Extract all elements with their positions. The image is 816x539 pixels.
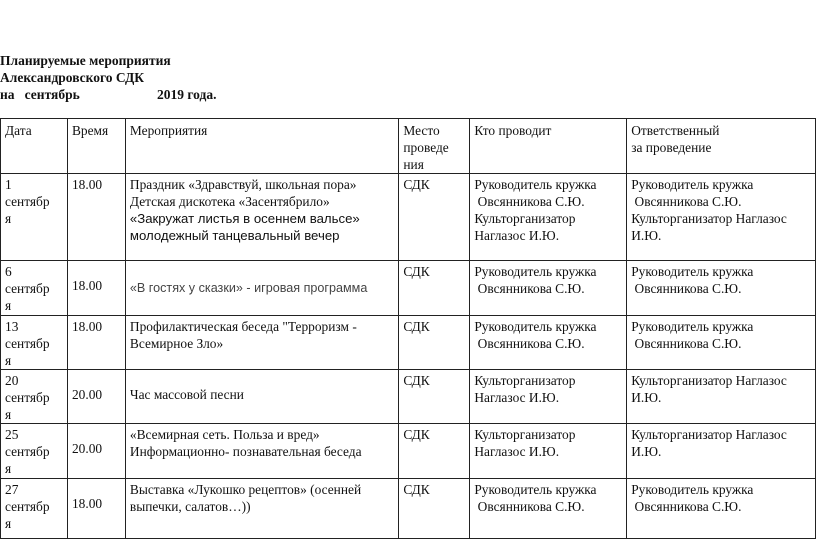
event-line: «Всемирная сеть. Польза и вред» xyxy=(129,427,320,442)
heading-month: на сентябрь xyxy=(0,87,80,102)
cell-date xyxy=(1,370,68,424)
responsible-line: Культорганизатор Наглазос xyxy=(631,373,787,388)
date-month: сентябр xyxy=(5,336,50,351)
responsible-line: И.Ю. xyxy=(631,390,662,405)
organizer-line: Овсянникова С.Ю. xyxy=(474,194,585,209)
table-header-row xyxy=(1,119,816,174)
event-line: Час массовой песни xyxy=(129,387,244,402)
organizer-line: Наглазос И.Ю. xyxy=(474,444,560,459)
event-line: Всемирное Зло» xyxy=(129,336,224,351)
date-day: 13 xyxy=(5,319,19,334)
organizer-line: Овсянникова С.Ю. xyxy=(474,336,585,351)
responsible-line: Овсянникова С.Ю. xyxy=(631,194,742,209)
header-place-line: ния xyxy=(403,157,424,172)
cell-place: СДК xyxy=(399,261,470,316)
table-row xyxy=(1,424,816,479)
organizer-line: Культорганизатор xyxy=(474,373,576,388)
cell-organizer xyxy=(470,261,627,316)
header-place-line: Место xyxy=(403,123,440,138)
cell-place: СДК xyxy=(399,424,470,479)
organizer-line: Культорганизатор xyxy=(474,211,576,226)
cell-date xyxy=(1,424,68,479)
cell-time: 20.00 xyxy=(67,424,125,479)
header-responsible-line: за проведение xyxy=(631,140,712,155)
date-month: сентябр xyxy=(5,390,50,405)
heading-line-1: Планируемые мероприятия xyxy=(0,53,171,68)
cell-date xyxy=(1,479,68,539)
cell-event xyxy=(125,316,398,370)
header-date: Дата xyxy=(1,119,68,174)
cell-responsible xyxy=(627,424,816,479)
cell-responsible xyxy=(627,370,816,424)
responsible-line: И.Ю. xyxy=(631,228,662,243)
table-row xyxy=(1,261,816,316)
organizer-line: Руководитель кружка xyxy=(474,482,597,497)
responsible-line: Овсянникова С.Ю. xyxy=(631,336,742,351)
heading-year: 2019 года. xyxy=(157,87,217,102)
event-line: Информационно- познавательная беседа xyxy=(129,444,362,459)
cell-time: 18.00 xyxy=(67,174,125,261)
cell-event xyxy=(125,174,398,261)
responsible-line: Культорганизатор Наглазос xyxy=(631,427,787,442)
cell-event xyxy=(125,424,398,479)
responsible-line: И.Ю. xyxy=(631,444,662,459)
date-month-end: я xyxy=(5,353,12,368)
event-line: «В гостях у сказки» - игровая программа xyxy=(129,281,368,295)
document-heading xyxy=(0,52,217,103)
cell-organizer xyxy=(470,316,627,370)
date-day: 25 xyxy=(5,427,19,442)
organizer-line: Руководитель кружка xyxy=(474,319,597,334)
header-responsible xyxy=(627,119,816,174)
cell-responsible xyxy=(627,261,816,316)
cell-time: 20.00 xyxy=(67,370,125,424)
cell-place: СДК xyxy=(399,370,470,424)
events-table xyxy=(0,118,816,539)
cell-event xyxy=(125,370,398,424)
cell-organizer xyxy=(470,424,627,479)
date-month: сентябр xyxy=(5,194,50,209)
organizer-line: Руководитель кружка xyxy=(474,264,597,279)
header-place-line: проведе xyxy=(403,140,449,155)
cell-time: 18.00 xyxy=(67,261,125,316)
cell-date xyxy=(1,261,68,316)
responsible-line: Руководитель кружка xyxy=(631,177,754,192)
table-row xyxy=(1,316,816,370)
date-month-end: я xyxy=(5,298,12,313)
cell-organizer xyxy=(470,370,627,424)
responsible-line: Овсянникова С.Ю. xyxy=(631,281,742,296)
organizer-line: Руководитель кружка xyxy=(474,177,597,192)
date-month-end: я xyxy=(5,407,12,422)
date-month-end: я xyxy=(5,516,12,531)
event-line: Профилактическая беседа "Терроризм - xyxy=(129,319,357,334)
header-place xyxy=(399,119,470,174)
table-row xyxy=(1,174,816,261)
date-day: 20 xyxy=(5,373,19,388)
responsible-line: Культорганизатор Наглазос xyxy=(631,211,787,226)
cell-responsible xyxy=(627,174,816,261)
header-event: Мероприятия xyxy=(125,119,398,174)
cell-time: 18.00 xyxy=(67,316,125,370)
cell-time: 18.00 xyxy=(67,479,125,539)
header-organizer: Кто проводит xyxy=(470,119,627,174)
table-row xyxy=(1,479,816,539)
table-row xyxy=(1,370,816,424)
heading-line-3 xyxy=(0,86,217,103)
cell-organizer xyxy=(470,174,627,261)
cell-date xyxy=(1,174,68,261)
header-responsible-line: Ответственный xyxy=(631,123,720,138)
event-line: выпечки, салатов…)) xyxy=(129,499,251,514)
event-line: «Закружат листья в осеннем вальсе» xyxy=(129,211,360,226)
organizer-line: Овсянникова С.Ю. xyxy=(474,281,585,296)
organizer-line: Наглазос И.Ю. xyxy=(474,390,560,405)
cell-event xyxy=(125,261,398,316)
responsible-line: Руководитель кружка xyxy=(631,264,754,279)
date-month-end: я xyxy=(5,461,12,476)
cell-responsible xyxy=(627,316,816,370)
event-line: молодежный танцевальный вечер xyxy=(129,228,340,243)
organizer-line: Овсянникова С.Ю. xyxy=(474,499,585,514)
cell-event xyxy=(125,479,398,539)
cell-organizer xyxy=(470,479,627,539)
organizer-line: Наглазос И.Ю. xyxy=(474,228,560,243)
cell-place: СДК xyxy=(399,479,470,539)
header-time: Время xyxy=(67,119,125,174)
responsible-line: Руководитель кружка xyxy=(631,319,754,334)
organizer-line: Культорганизатор xyxy=(474,427,576,442)
event-line: Выставка «Лукошко рецептов» (осенней xyxy=(129,482,362,497)
cell-place: СДК xyxy=(399,174,470,261)
cell-responsible xyxy=(627,479,816,539)
cell-place: СДК xyxy=(399,316,470,370)
date-day: 1 xyxy=(5,177,12,192)
heading-line-2: Александровского СДК xyxy=(0,70,145,85)
date-month: сентябр xyxy=(5,444,50,459)
date-day: 6 xyxy=(5,264,12,279)
event-line: Праздник «Здравствуй, школьная пора» xyxy=(129,177,357,192)
date-day: 27 xyxy=(5,482,19,497)
date-month: сентябр xyxy=(5,281,50,296)
responsible-line: Овсянникова С.Ю. xyxy=(631,499,742,514)
responsible-line: Руководитель кружка xyxy=(631,482,754,497)
date-month: сентябр xyxy=(5,499,50,514)
event-line: Детская дискотека «Засентябрило» xyxy=(129,194,330,209)
cell-date xyxy=(1,316,68,370)
date-month-end: я xyxy=(5,211,12,226)
